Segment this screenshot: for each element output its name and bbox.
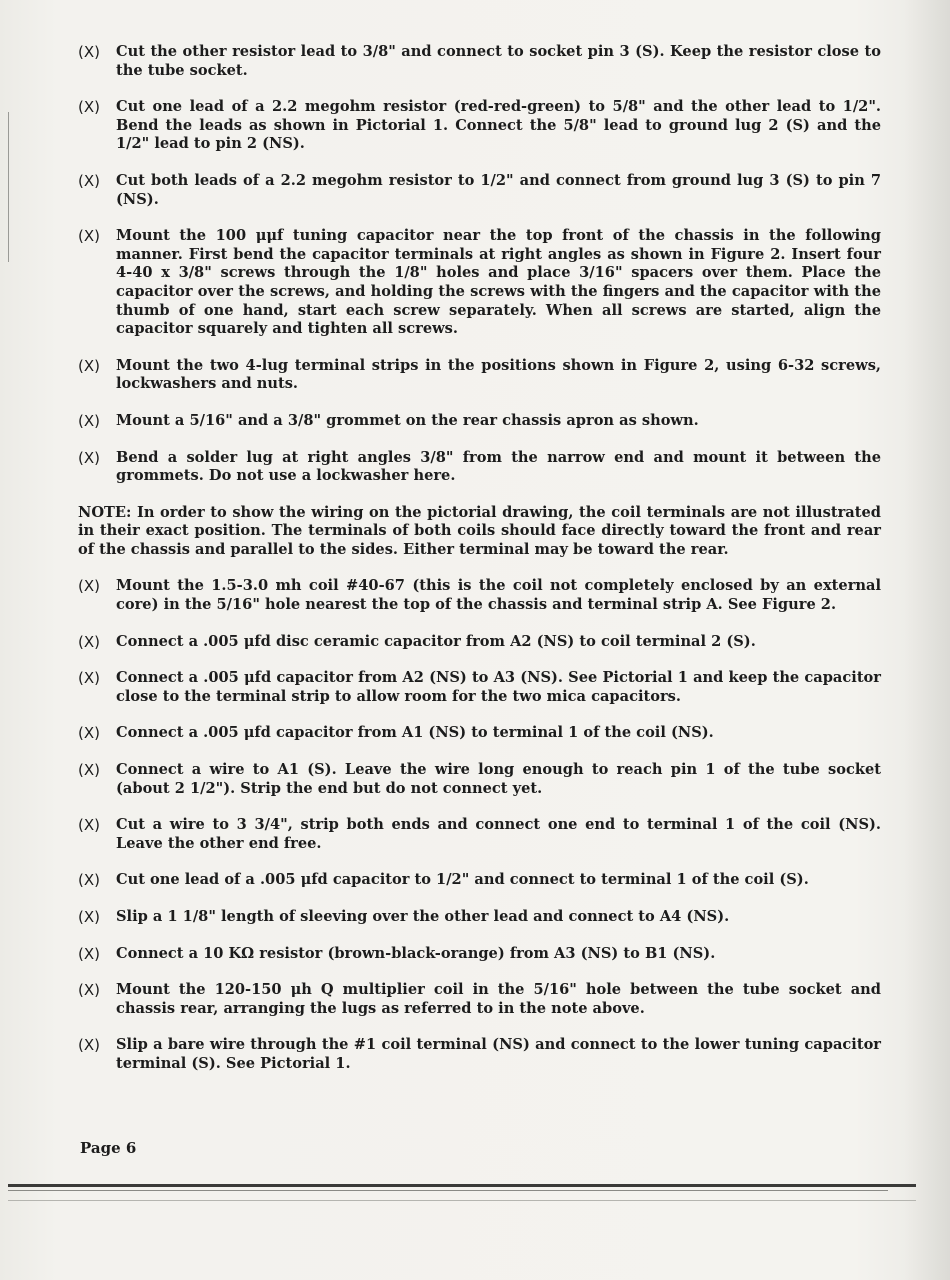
checkmark: (X) [78,171,100,190]
step-item [78,1036,881,1073]
step-text: Bend a solder lug at right angles 3/8" from the narrow end and mount it between the grommets. Do not use a lockwasher here. [116,448,881,485]
step-item [78,669,881,706]
step-item [78,724,881,743]
step-text: Cut one lead of a 2.2 megohm resistor (red-red-green) to 5/8" and the other lead to 1/2". Bend the leads as shown in Pictorial 1. Connect the 5/8" lead to ground lug 2 (S) and the 1/2" lead to pin 2 (NS). [116,98,881,153]
checkmark: (X) [78,227,100,246]
step-text: Connect a wire to A1 (S). Leave the wire long enough to reach pin 1 of the tube socket (about 2 1/2"). Strip the end but do not connect yet. [116,761,881,797]
step-text: Cut the other resistor lead to 3/8" and connect to socket pin 3 (S). Keep the resistor close to the tube socket. [116,43,881,79]
step-text: Mount the 1.5-3.0 mh coil #40-67 (this is the coil not completely enclosed by an external core) in the 5/16" hole nearest the top of the chassis and terminal strip A. See Figure 2. [116,577,881,614]
checkmark: (X) [78,448,100,467]
step-text: Mount the 100 μμf tuning capacitor near the top front of the chassis in the following manner. First bend the capacitor terminals at right angles as shown in Figure 2. Insert four 4-40 x 3/8" screws through the 1/8" holes and place 3/16" spacers over them. Place the capacitor over the screws, and holding the screws with the fingers and the capacitor with the thumb of one hand, start each screw separately. When all screws are started, align the capacitor squarely and tighten all screws. [116,227,881,338]
bottom-rule-thin [8,1190,888,1191]
step-text: Cut a wire to 3 3/4", strip both ends and connect one end to terminal 1 of the coil (NS). Leave the other end free. [116,816,881,852]
step-item [78,871,881,890]
checkmark: (X) [78,724,100,743]
step-item [78,43,881,80]
step-text: Cut both leads of a 2.2 megohm resistor to 1/2" and connect from ground lug 3 (S) to pin 7 (NS). [116,171,881,208]
checkmark: (X) [78,761,100,780]
checkmark: (X) [78,1036,100,1055]
step-item [78,945,881,964]
coil-terminal-note: NOTE: In order to show the wiring on the pictorial drawing, the coil terminals are not illustrated in their exact position. The terminals of both coils should face directly toward the front and rear of the chassis and parallel to the sides. Either terminal may be toward the rear. [78,503,881,558]
checkmark: (X) [78,871,100,890]
step-item [78,412,881,431]
checkmark: (X) [78,577,100,596]
step-text: Mount the 120-150 μh Q multiplier coil in the 5/16" hole between the tube socket and chassis rear, arranging the lugs as referred to in the note above. [116,981,881,1017]
step-item [78,172,881,209]
checkmark: (X) [78,411,100,430]
step-item [78,577,881,614]
instructions-body [78,43,881,1092]
step-item [78,449,881,486]
step-item [78,633,881,652]
step-item [78,908,881,927]
bottom-rule [8,1184,916,1187]
page-edge-shadow [904,0,950,1280]
step-text: Connect a .005 μfd capacitor from A1 (NS) to terminal 1 of the coil (NS). [116,724,714,742]
checkmark: (X) [78,356,100,375]
step-text: Mount a 5/16" and a 3/8" grommet on the rear chassis apron as shown. [116,411,699,429]
page-number: Page 6 [80,1139,137,1157]
step-text: Connect a 10 KΩ resistor (brown-black-orange) from A3 (NS) to B1 (NS). [116,944,716,962]
checkmark: (X) [78,908,100,926]
margin-rule [8,112,9,262]
step-item [78,98,881,154]
step-item [78,761,881,798]
step-text: Connect a .005 μfd capacitor from A2 (NS) to A3 (NS). See Pictorial 1 and keep the capacitor close to the terminal strip to allow room for the two mica capacitors. [116,669,881,705]
checkmark: (X) [78,43,100,61]
step-item [78,816,881,853]
bottom-rule-faint [8,1200,916,1201]
checkmark: (X) [78,816,100,835]
checkmark: (X) [78,669,100,688]
checkmark: (X) [78,98,100,117]
step-text: Connect a .005 μfd disc ceramic capacitor from A2 (NS) to coil terminal 2 (S). [116,632,756,650]
step-text: Cut one lead of a .005 μfd capacitor to 1/2" and connect to terminal 1 of the coil (S). [116,871,809,889]
step-item [78,357,881,394]
step-item [78,227,881,339]
checkmark: (X) [78,981,100,1000]
step-item [78,981,881,1018]
step-text: Slip a bare wire through the #1 coil terminal (NS) and connect to the lower tuning capacitor terminal (S). See Pictorial 1. [116,1036,881,1072]
checkmark: (X) [78,632,100,651]
checkmark: (X) [78,944,100,963]
step-text: Mount the two 4-lug terminal strips in the positions shown in Figure 2, using 6-32 screws, lockwashers and nuts. [116,356,881,393]
step-text: Slip a 1 1/8" length of sleeving over the other lead and connect to A4 (NS). [116,908,730,925]
